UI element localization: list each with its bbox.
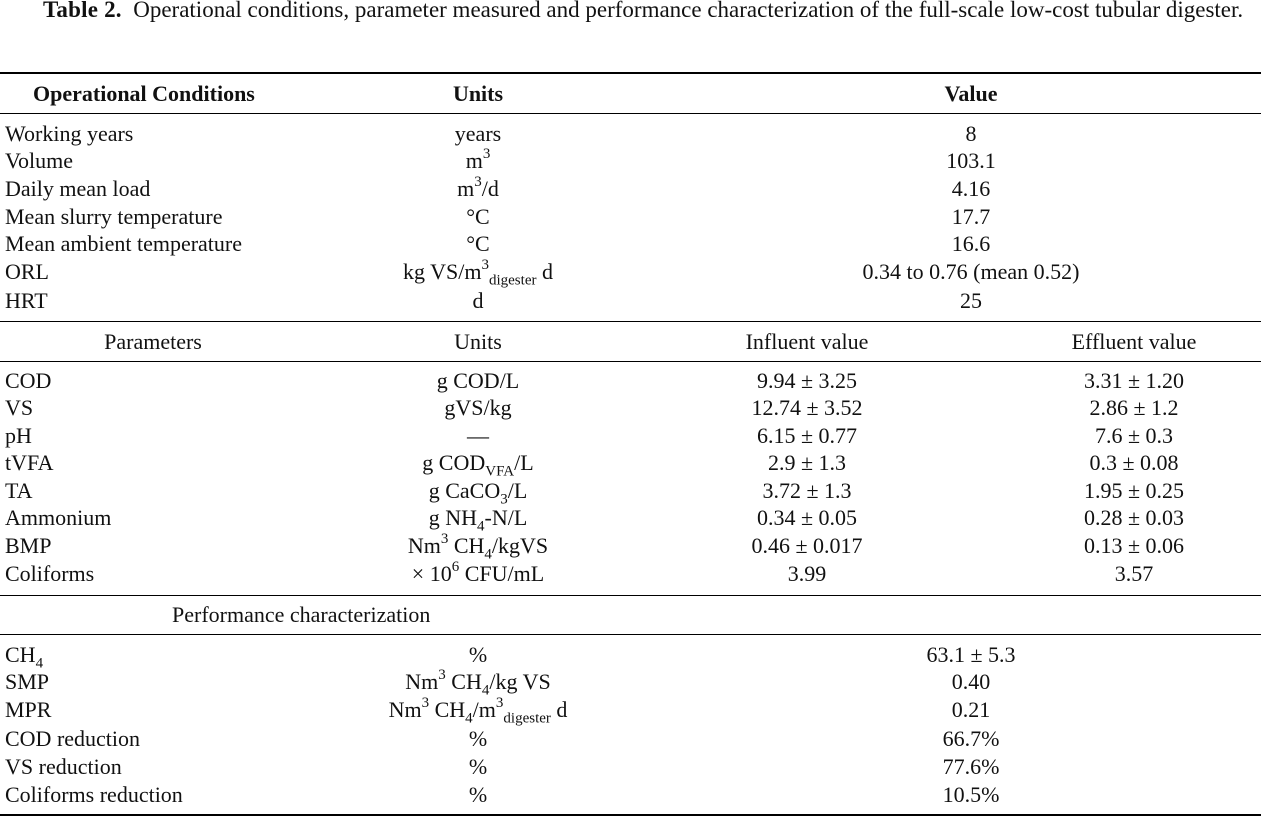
parameter-name: BMP (5, 533, 52, 558)
performance-value: 0.40 (951, 669, 991, 694)
parameter-name: COD (5, 368, 52, 393)
parameter-unit: gVS/kg (444, 395, 512, 420)
operational-unit: d (472, 288, 484, 313)
parameter-effluent: 0.28 ± 0.03 (1083, 505, 1185, 530)
parameter-influent: 12.74 ± 3.52 (751, 395, 863, 420)
operational-name: Mean slurry temperature (5, 204, 223, 229)
parameter-unit: g CaCO$_3$/L (428, 478, 528, 508)
operational-name: Working years (5, 121, 134, 146)
performance-top-rule (0, 595, 1261, 596)
header-operational-conditions: Operational Conditions (33, 81, 255, 106)
params-header-rule (0, 361, 1261, 362)
parameter-name: pH (5, 423, 32, 448)
operational-unit: $m^3$ (465, 145, 491, 173)
operational-unit: $m^3/d$ (457, 173, 499, 201)
operational-value: 0.34 to 0.76 (mean 0.52) (862, 259, 1080, 284)
parameter-name: tVFA (5, 450, 54, 475)
params-header-units: Units (454, 329, 502, 354)
top-rule (0, 72, 1261, 74)
parameter-influent: 6.15 ± 0.77 (756, 423, 858, 448)
operational-value: 103.1 (946, 148, 996, 173)
performance-name: VS reduction (5, 754, 122, 779)
parameter-effluent: 2.86 ± 1.2 (1089, 395, 1179, 420)
performance-header-rule (0, 634, 1261, 635)
parameter-unit: × $10^6$ CFU/mL (411, 558, 545, 586)
table-caption (43, 0, 1248, 26)
parameter-name: TA (5, 478, 33, 503)
operational-value: 16.6 (951, 231, 991, 256)
operational-name: HRT (5, 288, 48, 313)
performance-value: 66.7% (942, 726, 1000, 751)
header-value: Value (944, 81, 998, 106)
parameter-unit: g $COD_{VFA}/L$ (422, 450, 534, 480)
parameter-influent: 9.94 ± 3.25 (756, 368, 858, 393)
parameter-effluent: 7.6 ± 0.3 (1094, 423, 1174, 448)
parameter-effluent: 3.57 (1114, 561, 1154, 586)
params-header-parameters: Parameters (104, 329, 202, 354)
performance-unit: Nm$^3$ $CH_4/kg$ VS (405, 666, 551, 699)
performance-unit: % (468, 642, 488, 667)
operational-unit: °C (466, 231, 490, 256)
operational-value: 25 (960, 288, 982, 313)
operational-name: Volume (5, 148, 74, 173)
operational-value: 17.7 (951, 204, 991, 229)
parameter-unit: Nm$^3$ $CH_4$/kgVS (407, 530, 549, 563)
operational-name: Daily mean load (5, 176, 151, 201)
performance-name: SMP (5, 669, 50, 694)
operational-name: Mean ambient temperature (5, 231, 243, 256)
performance-unit: % (468, 782, 488, 807)
performance-name: COD reduction (5, 726, 141, 751)
operational-value: 8 (965, 121, 977, 146)
parameter-unit: g $NH_4-N/L$ (428, 505, 528, 535)
performance-unit: % (468, 754, 488, 779)
performance-unit: Nm$^3$ $CH_4/m^3_{digester}$ d (388, 694, 568, 727)
parameter-influent: 0.46 ± 0.017 (751, 533, 863, 558)
operational-name: ORL (5, 259, 49, 284)
parameter-influent: 3.72 ± 1.3 (762, 478, 852, 503)
parameter-effluent: 1.95 ± 0.25 (1083, 478, 1185, 503)
parameter-influent: 0.34 ± 0.05 (756, 505, 858, 530)
performance-name: $CH_4$ (5, 642, 44, 672)
header-units: Units (452, 81, 504, 106)
table-label: Table 2. (43, 0, 122, 22)
performance-value: 0.21 (951, 697, 991, 722)
parameter-influent: 2.9 ± 1.3 (767, 450, 847, 475)
parameter-name: Coliforms (5, 561, 95, 586)
parameter-name: VS (5, 395, 34, 420)
operational-value: 4.16 (951, 176, 991, 201)
params-header-effluent: Effluent value (1071, 329, 1197, 354)
performance-header: Performance characterization (172, 602, 431, 627)
header-rule (0, 113, 1261, 114)
performance-value: 10.5% (942, 782, 1000, 807)
bottom-rule (0, 814, 1261, 816)
parameter-influent: 3.99 (787, 561, 827, 586)
params-top-rule (0, 321, 1261, 322)
performance-value: 77.6% (942, 754, 1000, 779)
parameter-effluent: 0.13 ± 0.06 (1083, 533, 1185, 558)
parameter-effluent: 3.31 ± 1.20 (1083, 368, 1185, 393)
parameter-effluent: 0.3 ± 0.08 (1089, 450, 1179, 475)
operational-unit: kg $VS/m^3_{digester}$ d (403, 256, 553, 289)
performance-unit: % (468, 726, 488, 751)
operational-unit: years (454, 121, 502, 146)
performance-value: 63.1 ± 5.3 (926, 642, 1016, 667)
caption-text: Operational conditions, parameter measured and performance characterization of the full-scale low-cost tubular digester. (133, 0, 1244, 22)
performance-name: Coliforms reduction (5, 782, 183, 807)
parameter-unit: g COD/L (436, 368, 520, 393)
params-header-influent: Influent value (745, 329, 869, 354)
performance-name: MPR (5, 697, 52, 722)
parameter-name: Ammonium (5, 505, 112, 530)
parameter-unit: — (467, 423, 489, 448)
operational-unit: °C (466, 204, 490, 229)
